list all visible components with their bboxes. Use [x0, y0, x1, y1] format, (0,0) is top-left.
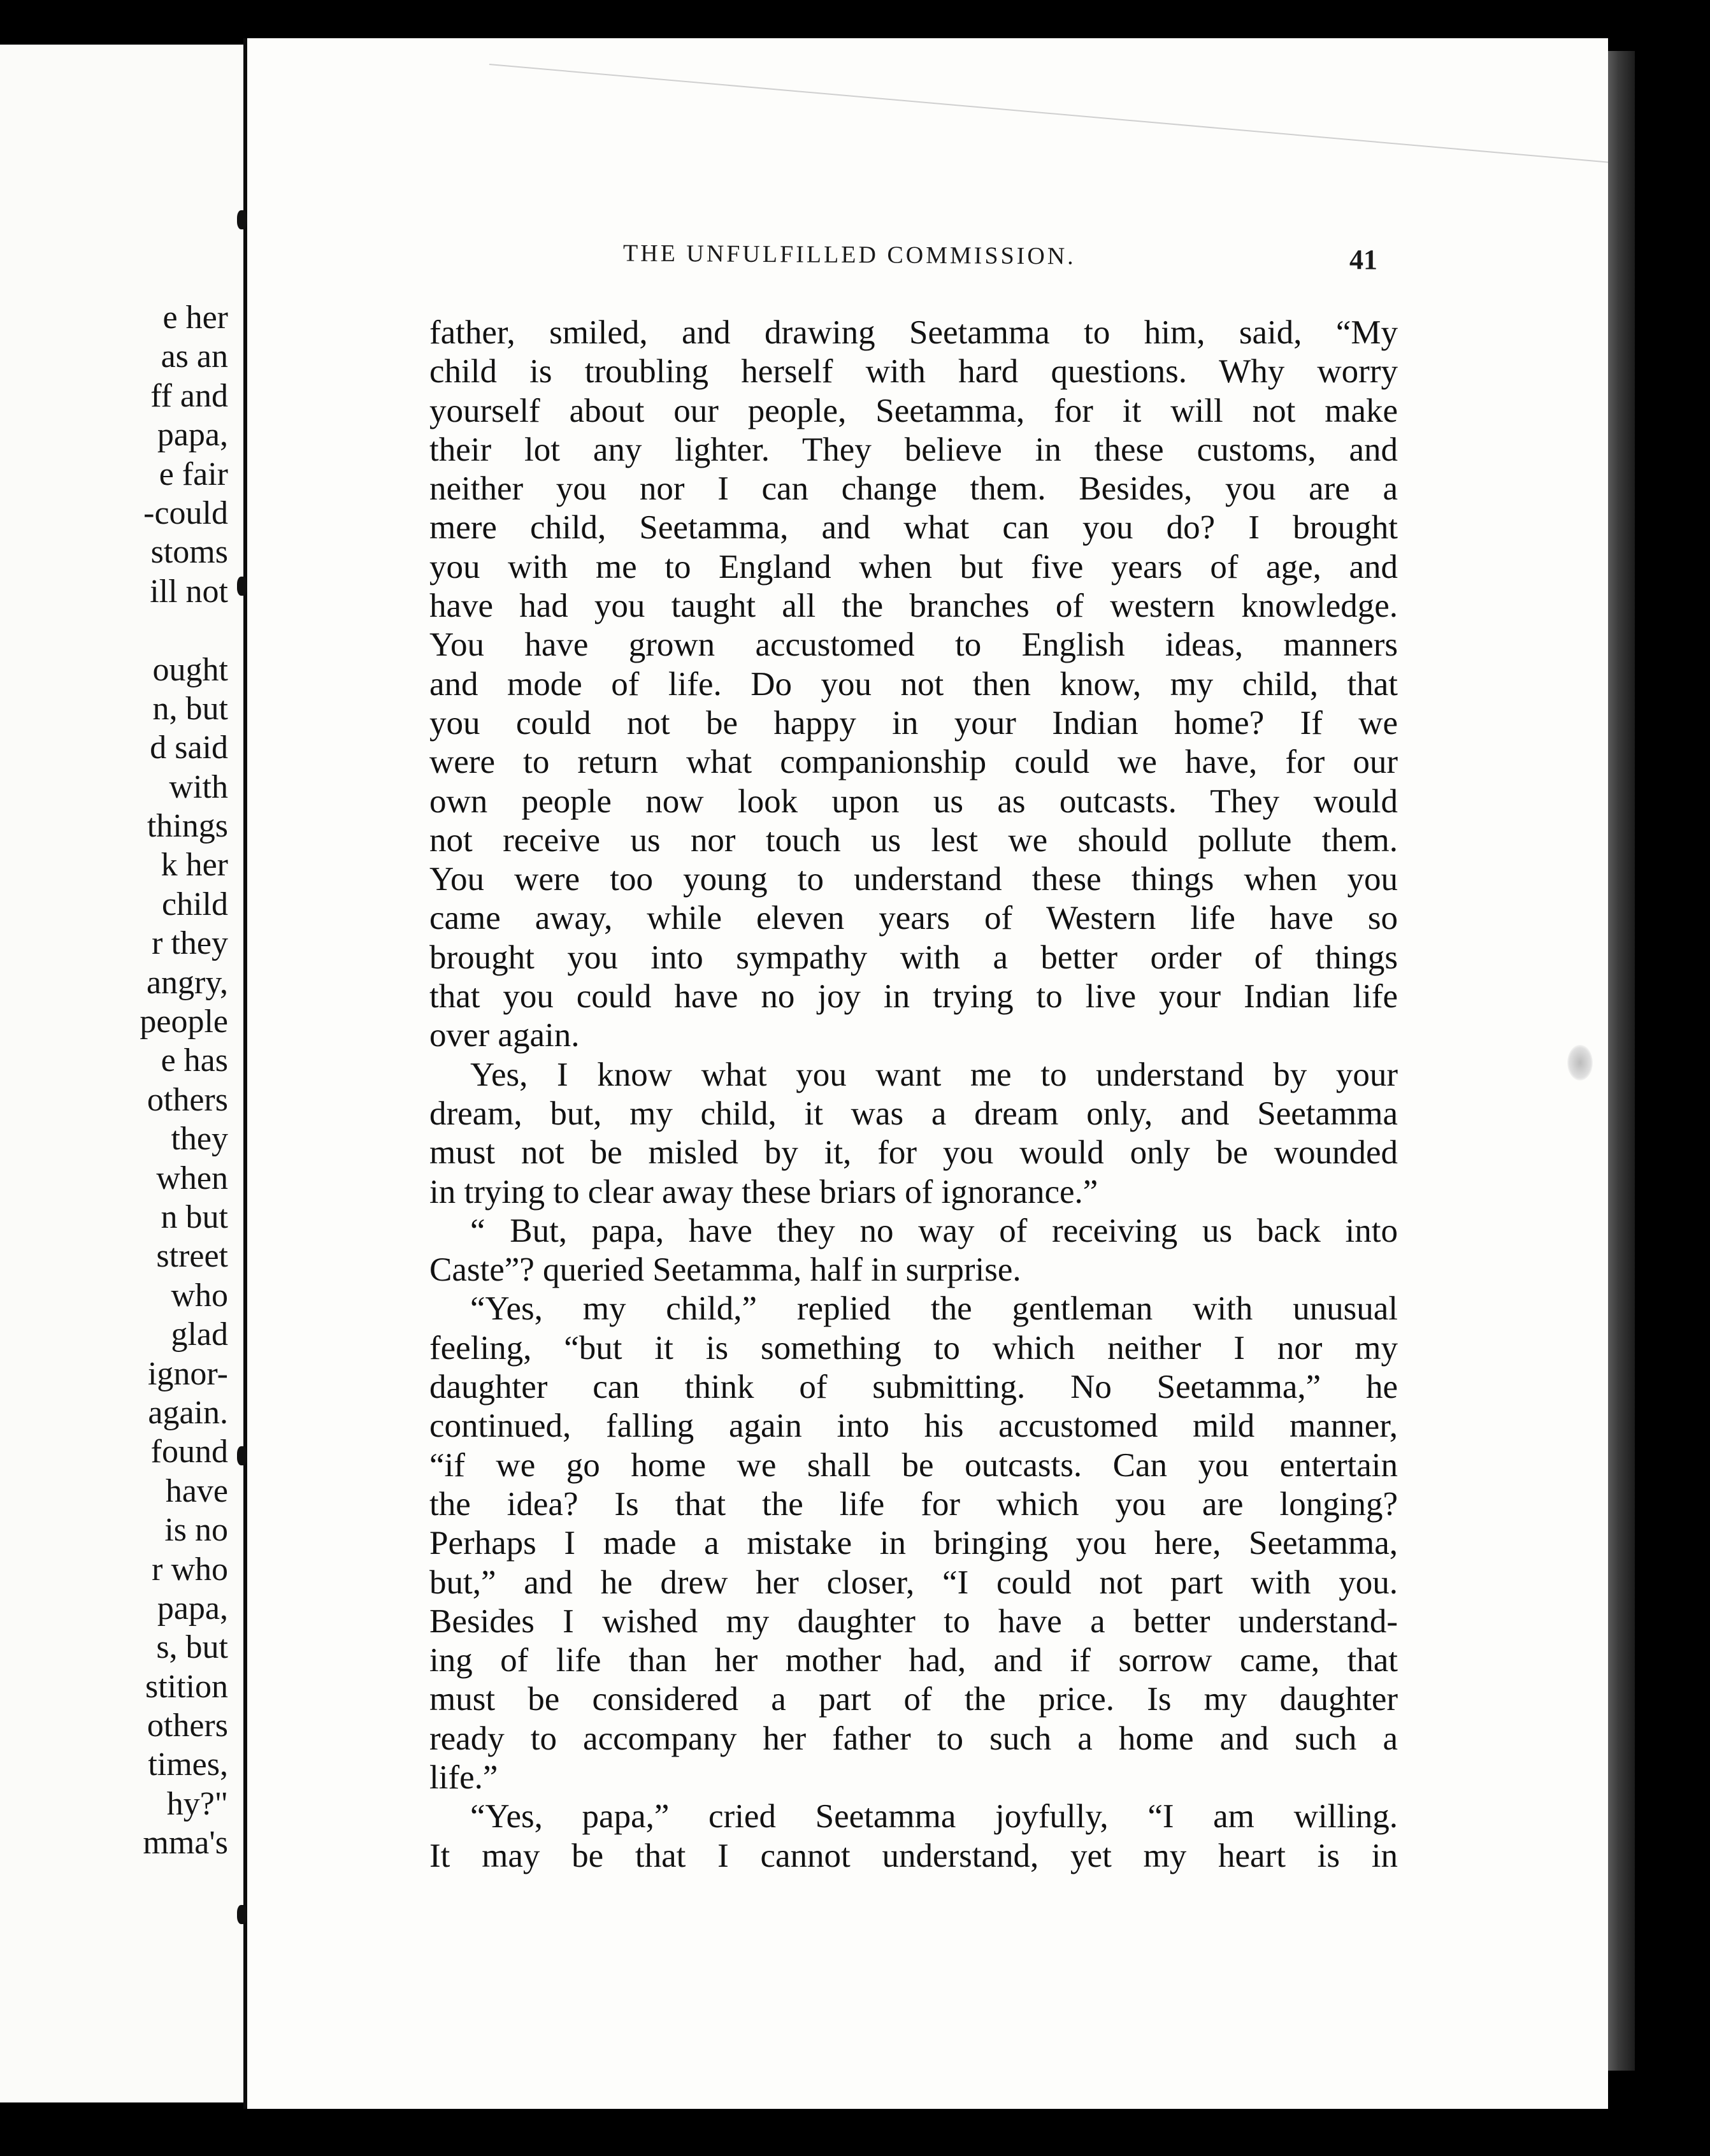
text-line: child is troubling herself with hard questions. Why worry	[429, 353, 1398, 391]
left-page-line: glad	[171, 1316, 228, 1353]
left-page-line: papa,	[157, 417, 228, 454]
left-page-line: when	[156, 1160, 228, 1197]
left-page-line: again.	[148, 1394, 228, 1431]
text-line: ready to accompany her father to such a home and such a	[429, 1720, 1398, 1757]
left-page-line: who	[171, 1277, 228, 1314]
left-page-line: child	[162, 886, 228, 923]
page-number: 41	[1349, 244, 1377, 275]
text-line: “Yes, my child,” replied the gentleman with unusual	[470, 1290, 1398, 1328]
left-page-line: with	[169, 768, 228, 805]
binding-mark	[237, 1446, 247, 1465]
left-page-line: times,	[148, 1746, 228, 1783]
text-line: must not be misled by it, for you would only be wounded	[429, 1134, 1398, 1172]
text-line: Perhaps I made a mistake in bringing you here, Seetamma,	[429, 1525, 1398, 1562]
text-line: “ But, papa, have they no way of receiving us back into	[470, 1212, 1398, 1249]
text-line: but,” and he drew her closer, “I could not part with you.	[429, 1563, 1398, 1601]
text-line: continued, falling again into his accustomed mild manner,	[429, 1407, 1398, 1445]
page-smudge	[1567, 1045, 1593, 1081]
text-line: and mode of life. Do you not then know, my child, that	[429, 665, 1398, 703]
text-line: not receive us nor touch us lest we should pollute them.	[429, 821, 1398, 859]
text-line: Caste”? queried Seetamma, half in surprise.	[429, 1251, 1021, 1289]
text-line: mere child, Seetamma, and what can you do? I brought	[429, 509, 1398, 547]
text-line: feeling, “but it is something to which neither I nor my	[429, 1329, 1398, 1367]
text-line: neither you nor I can change them. Besides, you are a	[429, 470, 1398, 508]
left-page-line: n, but	[152, 690, 228, 727]
left-page-line: ought	[152, 651, 228, 688]
left-page-line	[0, 611, 228, 650]
left-page-line: e has	[161, 1042, 228, 1079]
left-page-line: stoms	[150, 534, 228, 571]
text-line: the idea? Is that the life for which you are longing?	[429, 1485, 1398, 1523]
text-line: father, smiled, and drawing Seetamma to him, said, “My	[429, 314, 1398, 351]
left-page-line: papa,	[157, 1590, 228, 1627]
running-head: THE UNFULFILLED COMMISSION.	[622, 240, 1076, 270]
left-page-line: r who	[152, 1551, 228, 1588]
text-line: own people now look upon us as outcasts. They would	[429, 782, 1398, 820]
left-page-line: stition	[145, 1668, 228, 1705]
text-line: yourself about our people, Seetamma, for it will not make	[429, 392, 1398, 429]
text-line: “Yes, papa,” cried Seetamma joyfully, “I am willing.	[470, 1798, 1398, 1836]
text-line: that you could have no joy in trying to live your Indian life	[429, 978, 1398, 1016]
left-page-text-fragment	[0, 298, 228, 1863]
text-line: Yes, I know what you want me to understand by your	[470, 1056, 1398, 1093]
text-line: over again.	[429, 1017, 580, 1054]
text-line: You have grown accustomed to English ideas, manners	[429, 626, 1398, 664]
left-page-line: found	[150, 1434, 228, 1470]
binding-mark	[237, 210, 247, 229]
binding-mark	[237, 1905, 247, 1924]
text-line: you with me to England when but five years of age, and	[429, 548, 1398, 586]
left-page-line: r they	[152, 925, 228, 962]
left-page-line: e fair	[159, 456, 228, 492]
left-page-line: others	[147, 1707, 228, 1744]
paper-crease	[489, 64, 1608, 176]
left-page-line: angry,	[146, 964, 228, 1001]
left-page-line: things	[147, 808, 228, 845]
left-page-line: have	[165, 1472, 228, 1509]
text-line: dream, but, my child, it was a dream only, and Seetamma	[429, 1095, 1398, 1132]
left-page-line: -could	[143, 494, 228, 531]
text-line: were to return what companionship could we have, for our	[429, 744, 1398, 781]
page-block-edge	[1608, 51, 1635, 2071]
text-line: “if we go home we shall be outcasts. Can you entertain	[429, 1446, 1398, 1484]
left-page-line: they	[171, 1121, 228, 1158]
right-page	[247, 38, 1608, 2109]
left-page-line: street	[156, 1238, 228, 1275]
left-page-line: e her	[162, 299, 228, 336]
left-page-line: s, but	[156, 1629, 228, 1666]
text-line: You were too young to understand these things when you	[429, 861, 1398, 898]
text-line: life.”	[429, 1758, 498, 1796]
text-line: brought you into sympathy with a better order of things	[429, 938, 1398, 976]
left-page-line: k her	[161, 847, 228, 884]
text-line: ing of life than her mother had, and if sorrow came, that	[429, 1642, 1398, 1679]
text-line: daughter can think of submitting. No Seetamma,” he	[429, 1369, 1398, 1406]
text-line: It may be that I cannot understand, yet my heart is in	[429, 1837, 1398, 1874]
left-page-line: n but	[161, 1198, 228, 1235]
left-page	[0, 45, 243, 2102]
text-line: must be considered a part of the price. Is my daughter	[429, 1681, 1398, 1718]
left-page-line: d said	[150, 729, 228, 766]
left-page-line: is no	[164, 1512, 228, 1549]
left-page-line: mma's	[143, 1825, 228, 1862]
text-line: Besides I wished my daughter to have a better understand-	[429, 1602, 1398, 1640]
left-page-line: others	[147, 1081, 228, 1118]
left-page-line: ff and	[150, 377, 228, 414]
text-line: in trying to clear away these briars of ignorance.”	[429, 1173, 1098, 1211]
left-page-line: hy?"	[166, 1785, 228, 1822]
left-page-line: people	[140, 1003, 228, 1040]
text-line: have had you taught all the branches of western knowledge.	[429, 587, 1398, 625]
left-page-line: as an	[161, 338, 228, 375]
binding-mark	[237, 577, 247, 596]
left-page-line: ill not	[150, 573, 228, 610]
text-line: came away, while eleven years of Western life have so	[429, 900, 1398, 937]
left-page-line: ignor-	[147, 1355, 228, 1392]
text-line: you could not be happy in your Indian home? If we	[429, 704, 1398, 742]
text-line: their lot any lighter. They believe in these customs, and	[429, 431, 1398, 468]
body-text	[429, 313, 1398, 1876]
